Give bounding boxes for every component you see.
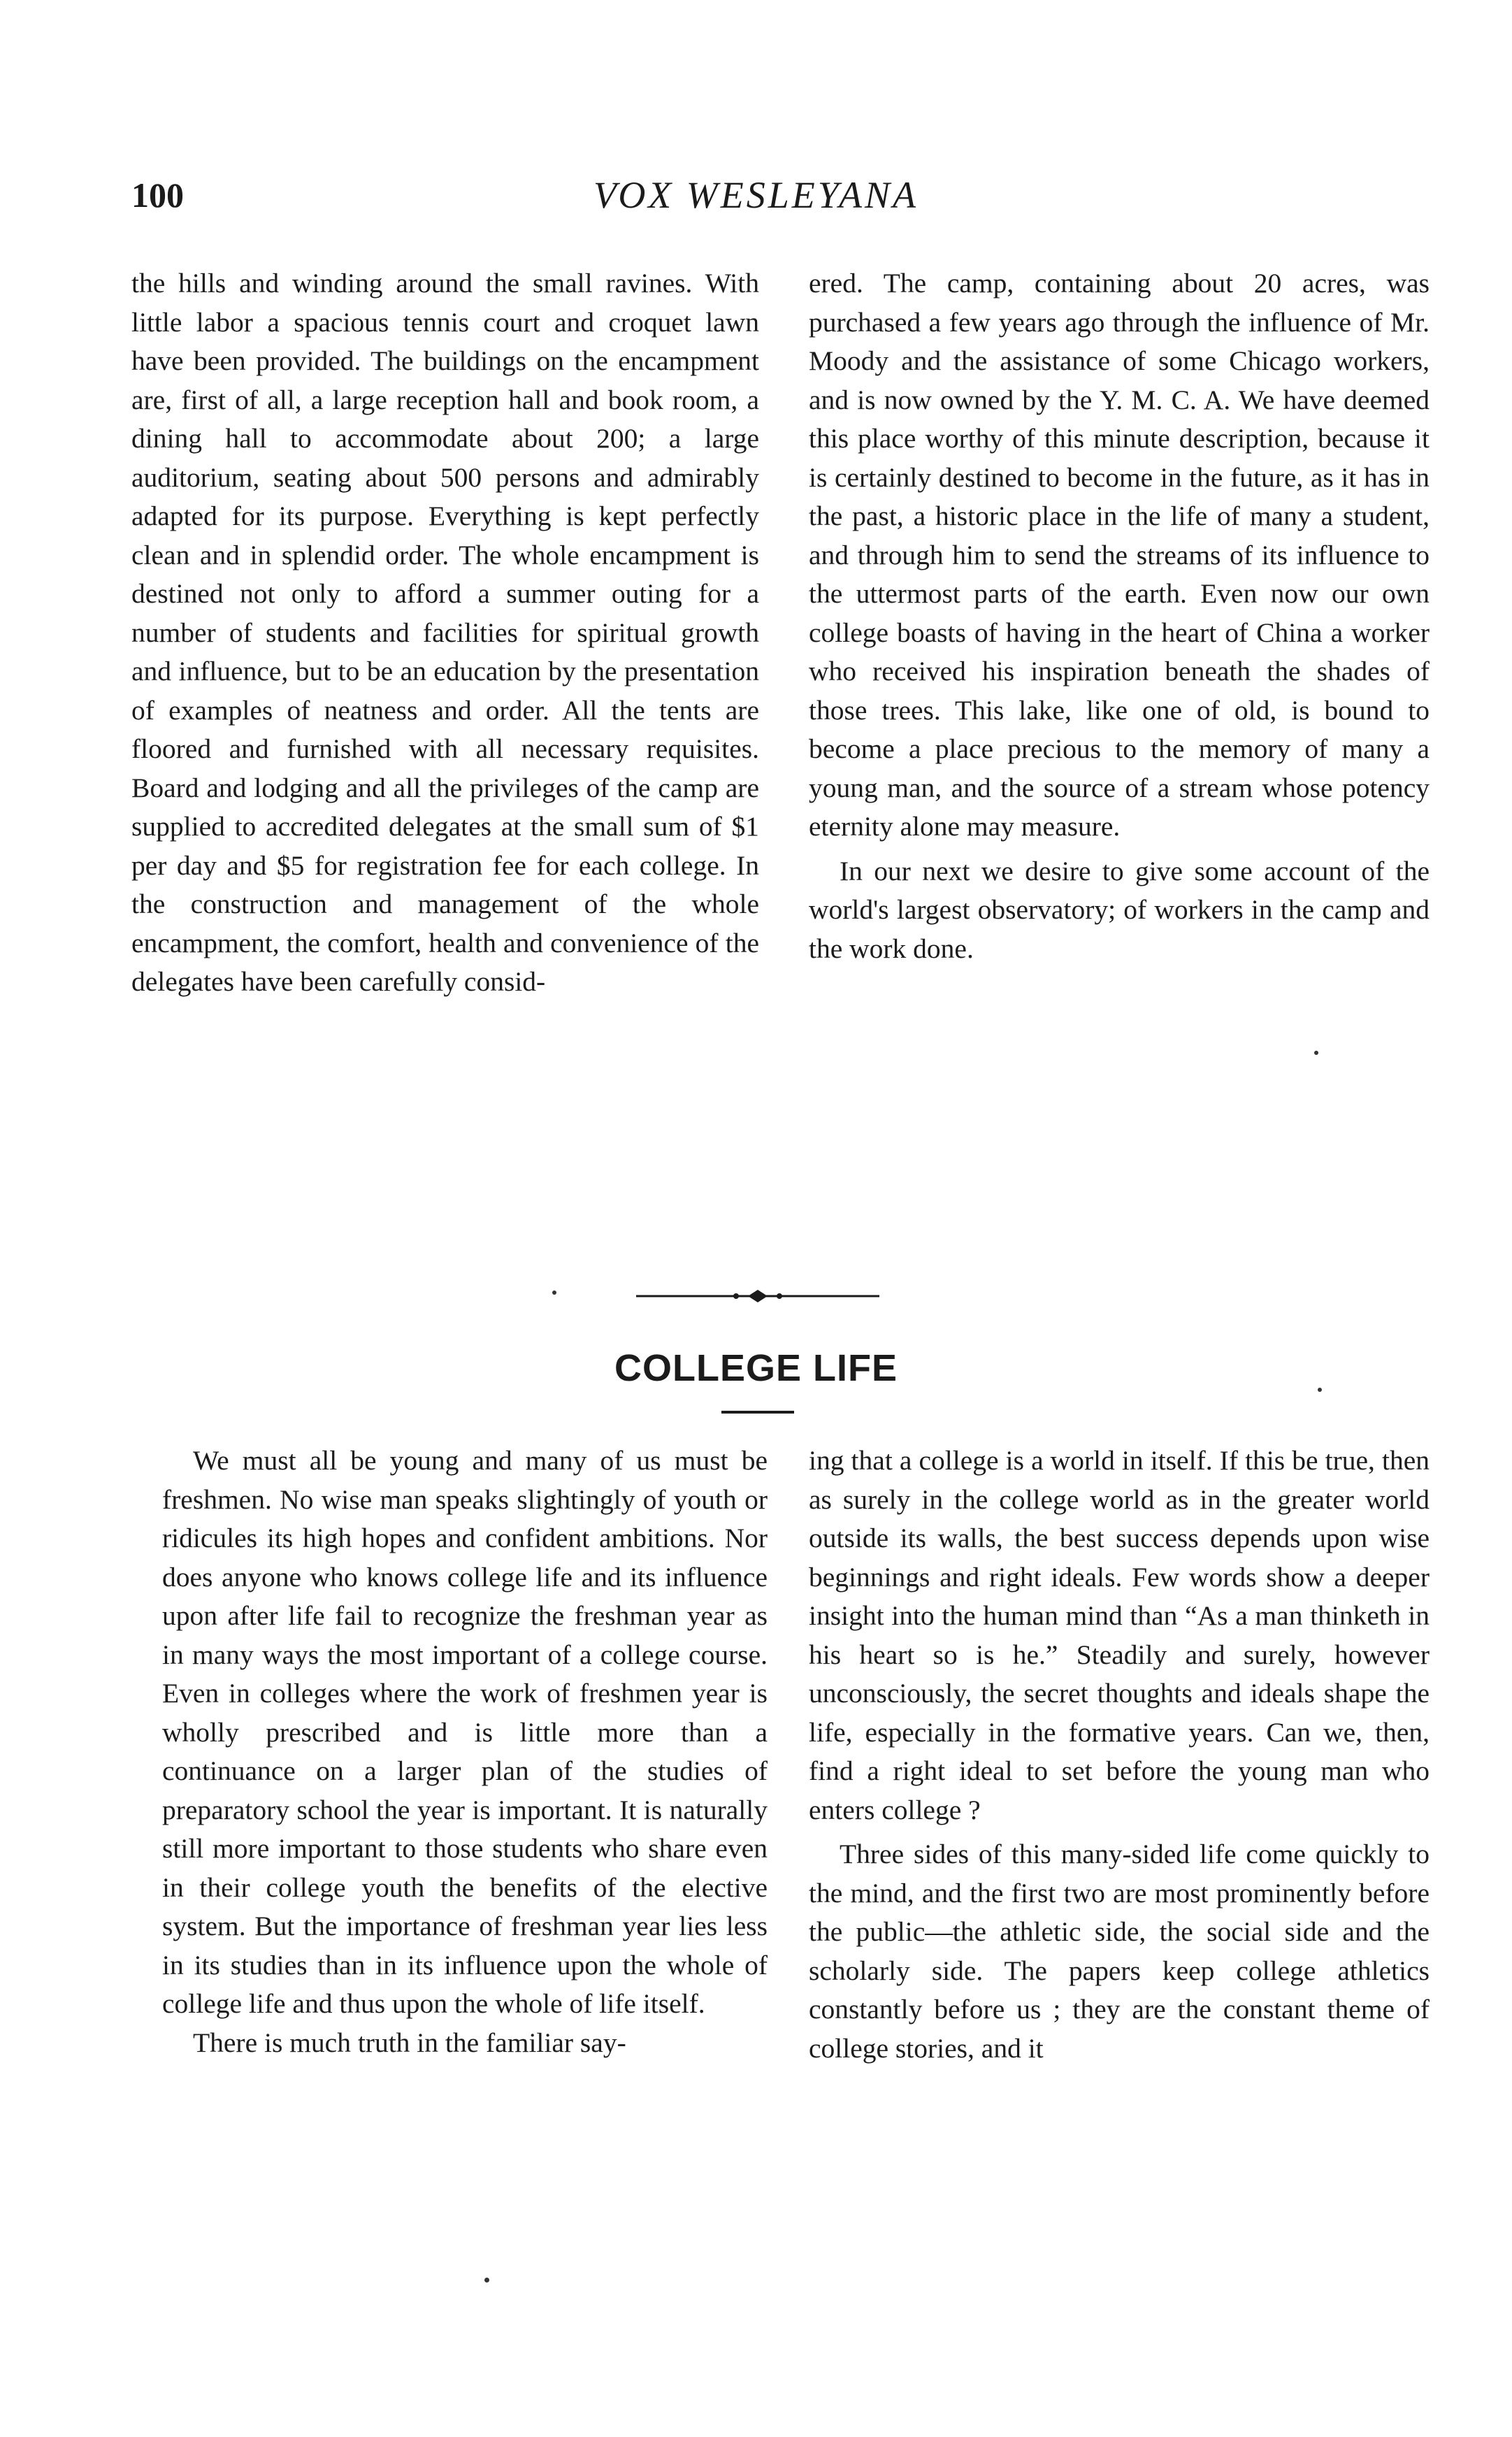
- paragraph: ered. The camp, containing about 20 acres, was purchased a few years ago through the influence of Mr. Moody and the assistance of some Chicago workers, and is now owned by the Y. M. C. A. We have deemed this place worthy of this minute description, because it is certainly destined to become in the future, as it has in the past, a historic place in the life of many a student, and through him to send the streams of its influence to the uttermost parts of the earth. Even now our own college boasts of having in the heart of China a worker who received his inspiration beneath the shades of those trees. This lake, like one of old, is bound to become a place precious to the memory of many a young man, and the source of a stream whose potency eternity alone may measure.: [809, 268, 1430, 842]
- top-right-column: [809, 264, 1430, 968]
- paragraph: In our next we desire to give some account of the world's largest observatory; of workers in the camp and the work done.: [809, 855, 1430, 964]
- top-left-column: [131, 264, 759, 1002]
- section-title: COLLEGE LIFE: [614, 1347, 898, 1389]
- running-head: VOX WESLEYANA: [593, 174, 919, 216]
- paragraph: Three sides of this many-sided life come quickly to the mind, and the first two are most prominently before the public—the athletic side, the social side and the scholarly side. The papers keep college athletics constantly before us ; they are the constant theme of college stories, and it: [809, 1839, 1430, 2064]
- paragraph: We must all be young and many of us must be freshmen. No wise man speaks slightingly of youth or ridicules its high hopes and confident ambitions. Nor does anyone who knows college life and its influence upon after life fail to recognize the freshman year as in many ways the most important of a college course. Even in colleges where the work of freshmen year is wholly prescribed and is little more than a continuance on a larger plan of the studies of preparatory school the year is important. It is naturally still more important to those students who share even in their college youth the benefits of the elective system. But the importance of freshman year lies less in its studies than in its influence upon the whole of college life and thus upon the whole of life itself.: [162, 1445, 768, 2019]
- print-speck: [1318, 1388, 1322, 1392]
- print-speck: [484, 2278, 489, 2283]
- paragraph: the hills and winding around the small ravines. With little labor a spacious tennis court and croquet lawn have been provided. The buildings on the encampment are, first of all, a large reception hall and book room, a dining hall to accommodate about 200; a large auditorium, seating about 500 persons and admirably adapted for its purpose. Everything is kept perfectly clean and in splendid order. The whole encampment is destined not only to afford a summer outing for a number of students and facilities for spiritual growth and influence, but to be an education by the presentation of examples of neatness and order. All the tents are floored and furnished with all necessary requisites. Board and lodging and all the privileges of the camp are supplied to accredited delegates at the small sum of $1 per day and $5 for registration fee for each college. In the construction and management of the whole encampment, the comfort, health and convenience of the delegates have been carefully consid-: [131, 268, 759, 997]
- paragraph: There is much truth in the familiar say-: [193, 2027, 626, 2058]
- print-speck: [1314, 1051, 1318, 1055]
- section-divider-ornament: [636, 1288, 879, 1304]
- bottom-left-column: [162, 1442, 768, 2062]
- print-speck: [552, 1291, 556, 1295]
- bottom-right-column: [809, 1442, 1430, 2068]
- page-number: 100: [131, 175, 184, 215]
- paragraph: ing that a college is a world in itself. If this be true, then as surely in the college world as in the greater world outside its walls, the best success depends upon wise beginnings and right ideals. Few words show a deeper insight into the human mind than “As a man thinketh in his heart so is he.” Steadily and surely, however unconsciously, the secret thoughts and ideals shape the life, especially in the formative years. Can we, then, find a right ideal to set before the young man who enters college ?: [809, 1445, 1430, 1825]
- title-underline: [721, 1411, 794, 1414]
